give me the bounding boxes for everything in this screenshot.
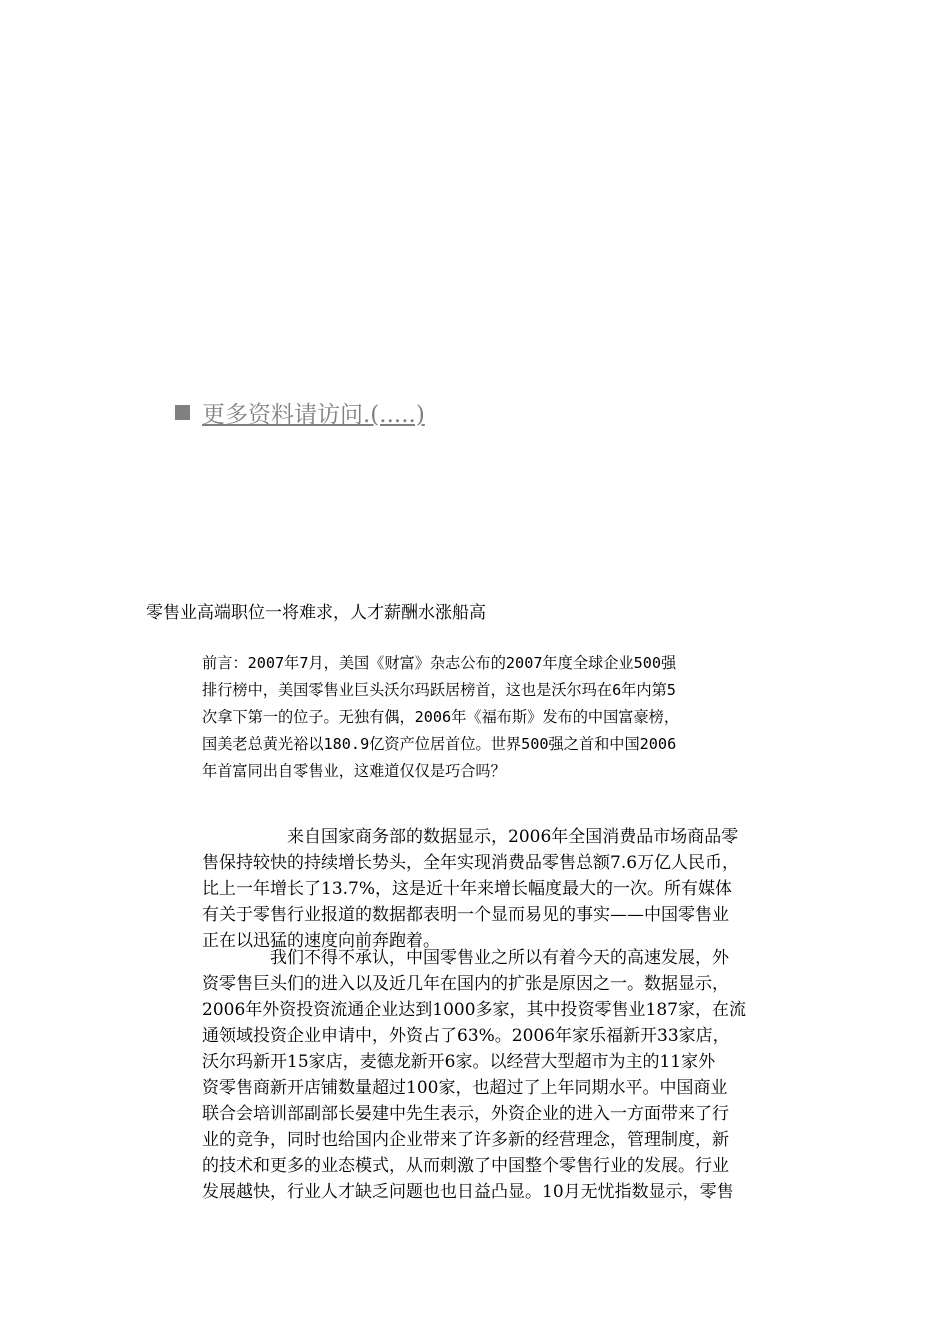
preface-paragraph bbox=[202, 650, 812, 785]
text-line: 年首富同出自零售业，这难道仅仅是巧合吗？ bbox=[202, 762, 506, 780]
text-line: 资零售巨头们的进入以及近几年在国内的扩张是原因之一。数据显示， bbox=[202, 974, 729, 994]
text-line: 正在以迅猛的速度向前奔跑着。 bbox=[202, 931, 440, 951]
text-line: 国美老总黄光裕以180.9亿资产位居首位。世界500强之首和中国2006 bbox=[202, 735, 677, 753]
text-line: 次拿下第一的位子。无独有偶，2006年《福布斯》发布的中国富豪榜， bbox=[202, 708, 680, 726]
text-line: 来自国家商务部的数据显示，2006年全国消费品市场商品零 bbox=[202, 827, 739, 847]
text-line: 沃尔玛新开15家店，麦德龙新开6家。以经营大型超市为主的11家外 bbox=[202, 1052, 716, 1072]
text-line: 业的竞争，同时也给国内企业带来了许多新的经营理念，管理制度，新 bbox=[202, 1130, 729, 1150]
text-line: 的技术和更多的业态模式，从而刺激了中国整个零售行业的发展。行业 bbox=[202, 1156, 729, 1176]
text-line: 2006年外资投资流通企业达到1000多家，其中投资零售业187家，在流 bbox=[202, 1000, 746, 1020]
square-bullet-icon bbox=[175, 405, 190, 420]
text-line: 有关于零售行业报道的数据都表明一个显而易见的事实——中国零售业 bbox=[202, 905, 729, 925]
text-line: 排行榜中，美国零售业巨头沃尔玛跃居榜首，这也是沃尔玛在6年内第5 bbox=[202, 681, 676, 699]
text-line: 联合会培训部副部长晏建中先生表示，外资企业的进入一方面带来了行 bbox=[202, 1104, 729, 1124]
more-info-link-line[interactable] bbox=[175, 396, 425, 429]
text-line: 比上一年增长了13.7%，这是近十年来增长幅度最大的一次。所有媒体 bbox=[202, 879, 733, 899]
body-paragraph-1 bbox=[202, 824, 812, 954]
text-line: 售保持较快的持续增长势头，全年实现消费品零售总额7.6万亿人民币， bbox=[202, 853, 740, 873]
text-line: 资零售商新开店铺数量超过100家，也超过了上年同期水平。中国商业 bbox=[202, 1078, 728, 1098]
text-line: 我们不得不承认，中国零售业之所以有着今天的高速发展，外 bbox=[202, 948, 729, 968]
article-title: 零售业高端职位一将难求，人才薪酬水涨船高 bbox=[146, 603, 486, 623]
text-line: 前言：2007年7月，美国《财富》杂志公布的2007年度全球企业500强 bbox=[202, 654, 677, 672]
more-info-link[interactable]: 更多资料请访问.(.....) bbox=[202, 402, 425, 428]
body-paragraph-2 bbox=[202, 945, 812, 1205]
text-line: 通领域投资企业申请中，外资占了63%。2006年家乐福新开33家店， bbox=[202, 1026, 730, 1046]
text-line: 发展越快，行业人才缺乏问题也也日益凸显。10月无忧指数显示，零售 bbox=[202, 1182, 734, 1202]
